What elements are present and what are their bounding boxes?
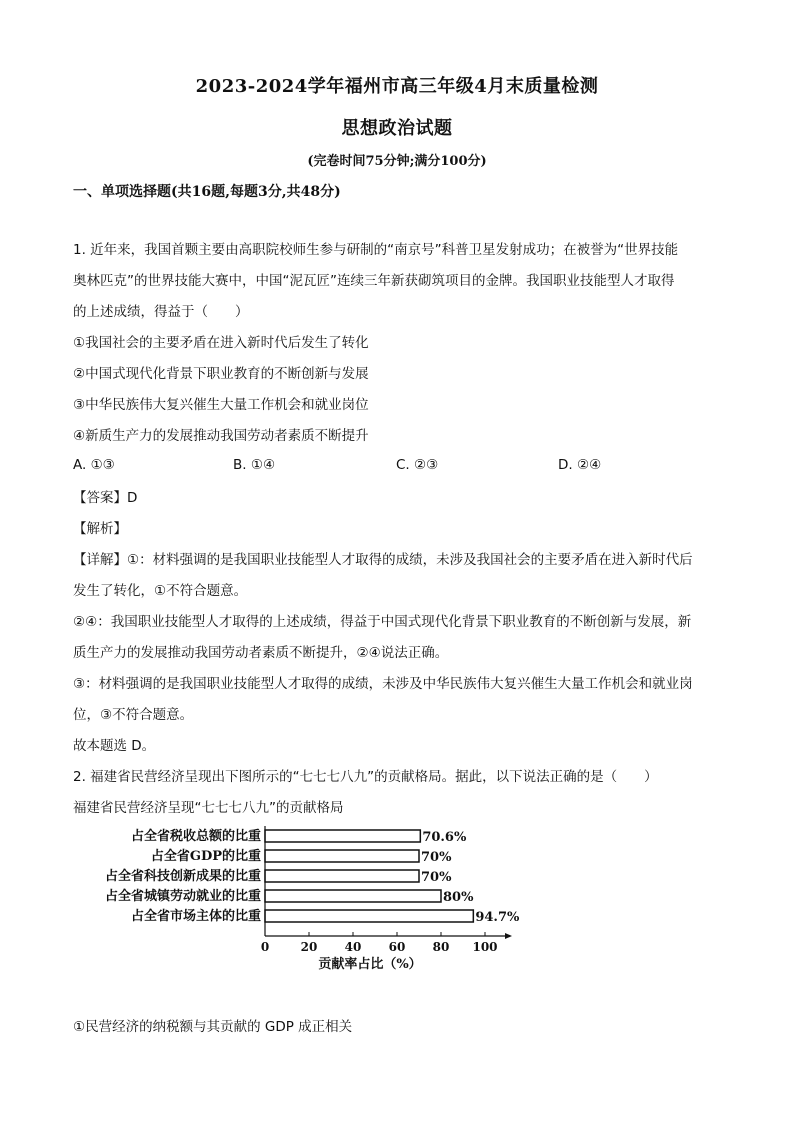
bar <box>265 850 419 862</box>
exam-subtitle: 思想政治试题 <box>341 118 453 139</box>
q1-item: ②中国式现代化背景下职业教育的不断创新与发展 <box>73 366 369 382</box>
q1-option-c: C. ②③ <box>396 457 439 473</box>
q1-option-b: B. ①④ <box>233 457 276 473</box>
q1-analysis-line: 发生了转化，①不符合题意。 <box>73 583 248 599</box>
q1-item: ③中华民族伟大复兴催生大量工作机会和就业岗位 <box>73 397 369 413</box>
x-tick-label: 40 <box>344 940 362 954</box>
q1-item: ④新质生产力的发展推动我国劳动者素质不断提升 <box>73 428 369 444</box>
q1-stem-line: 奥林匹克”的世界技能大赛中，中国“泥瓦匠”连续三年新获砌筑项目的金牌。我国职业技能型人才取得 <box>73 273 675 289</box>
exam-title: 2023-2024学年福州市高三年级4月末质量检测 <box>195 76 599 97</box>
answer-label: 【答案】 <box>73 490 127 506</box>
value-label: 70.6% <box>422 830 467 845</box>
category-label: 占全省市场主体的比重 <box>130 909 261 924</box>
exam-meta: (完卷时间75分钟;满分100分) <box>307 154 487 169</box>
q1-stem-line: 1. 近年来，我国首颗主要由高职院校师生参与研制的“南京号”科普卫星发射成功；在被誉为“世界技能 <box>73 242 679 258</box>
x-tick-label: 60 <box>388 940 406 954</box>
answer-value: D <box>127 490 138 506</box>
bar <box>265 830 420 842</box>
q1-analysis-line: 故本题选 D。 <box>73 738 156 754</box>
bar <box>265 890 441 902</box>
x-axis-title: 贡献率占比（%） <box>318 957 422 970</box>
x-tick-label: 20 <box>300 940 318 954</box>
bar <box>265 910 473 922</box>
q1-item: ①我国社会的主要矛盾在进入新时代后发生了转化 <box>73 335 369 351</box>
category-label: 占全省GDP的比重 <box>150 849 261 864</box>
category-label: 占全省税收总额的比重 <box>130 829 261 844</box>
q1-analysis-line: 位，③不符合题意。 <box>73 707 194 723</box>
q1-analysis-label: 【解析】 <box>73 521 127 537</box>
bar <box>265 870 419 882</box>
bar-chart <box>0 820 794 970</box>
value-label: 94.7% <box>475 910 520 925</box>
x-axis-arrow <box>505 933 512 939</box>
section-heading: 一、单项选择题(共16题,每题3分,共48分) <box>73 184 341 200</box>
x-tick-label: 80 <box>432 940 450 954</box>
q1-stem-line: 的上述成绩，得益于（ ） <box>73 304 249 320</box>
q1-analysis-line: 【详解】①：材料强调的是我国职业技能型人才取得的成绩，未涉及我国社会的主要矛盾在进入新时代后 <box>73 552 693 568</box>
value-label: 70% <box>421 870 452 885</box>
q2-stem: 2. 福建省民营经济呈现出下图所示的“七七七八九”的贡献格局。据此，以下说法正确的是（ ） <box>73 769 658 785</box>
q1-analysis-line: 质生产力的发展推动我国劳动者素质不断提升，②④说法正确。 <box>73 645 449 661</box>
q1-analysis-line: ②④：我国职业技能型人才取得的上述成绩，得益于中国式现代化背景下职业教育的不断创新与发展，新 <box>73 614 692 630</box>
q1-analysis-line: ③：材料强调的是我国职业技能型人才取得的成绩，未涉及中华民族伟大复兴催生大量工作机会和就业岗 <box>73 676 693 692</box>
category-label: 占全省科技创新成果的比重 <box>104 869 261 884</box>
x-tick-label: 100 <box>472 940 498 954</box>
value-label: 80% <box>443 890 474 905</box>
q1-option-a: A. ①③ <box>73 457 115 473</box>
q2-item: ①民营经济的纳税额与其贡献的 GDP 成正相关 <box>73 1019 353 1035</box>
q1-answer <box>73 488 723 508</box>
x-tick-label: 0 <box>260 940 270 954</box>
category-label: 占全省城镇劳动就业的比重 <box>104 889 261 904</box>
q1-option-d: D. ②④ <box>558 457 602 473</box>
value-label: 70% <box>421 850 452 865</box>
q2-chart-caption: 福建省民营经济呈现“七七七八九”的贡献格局 <box>73 800 344 816</box>
